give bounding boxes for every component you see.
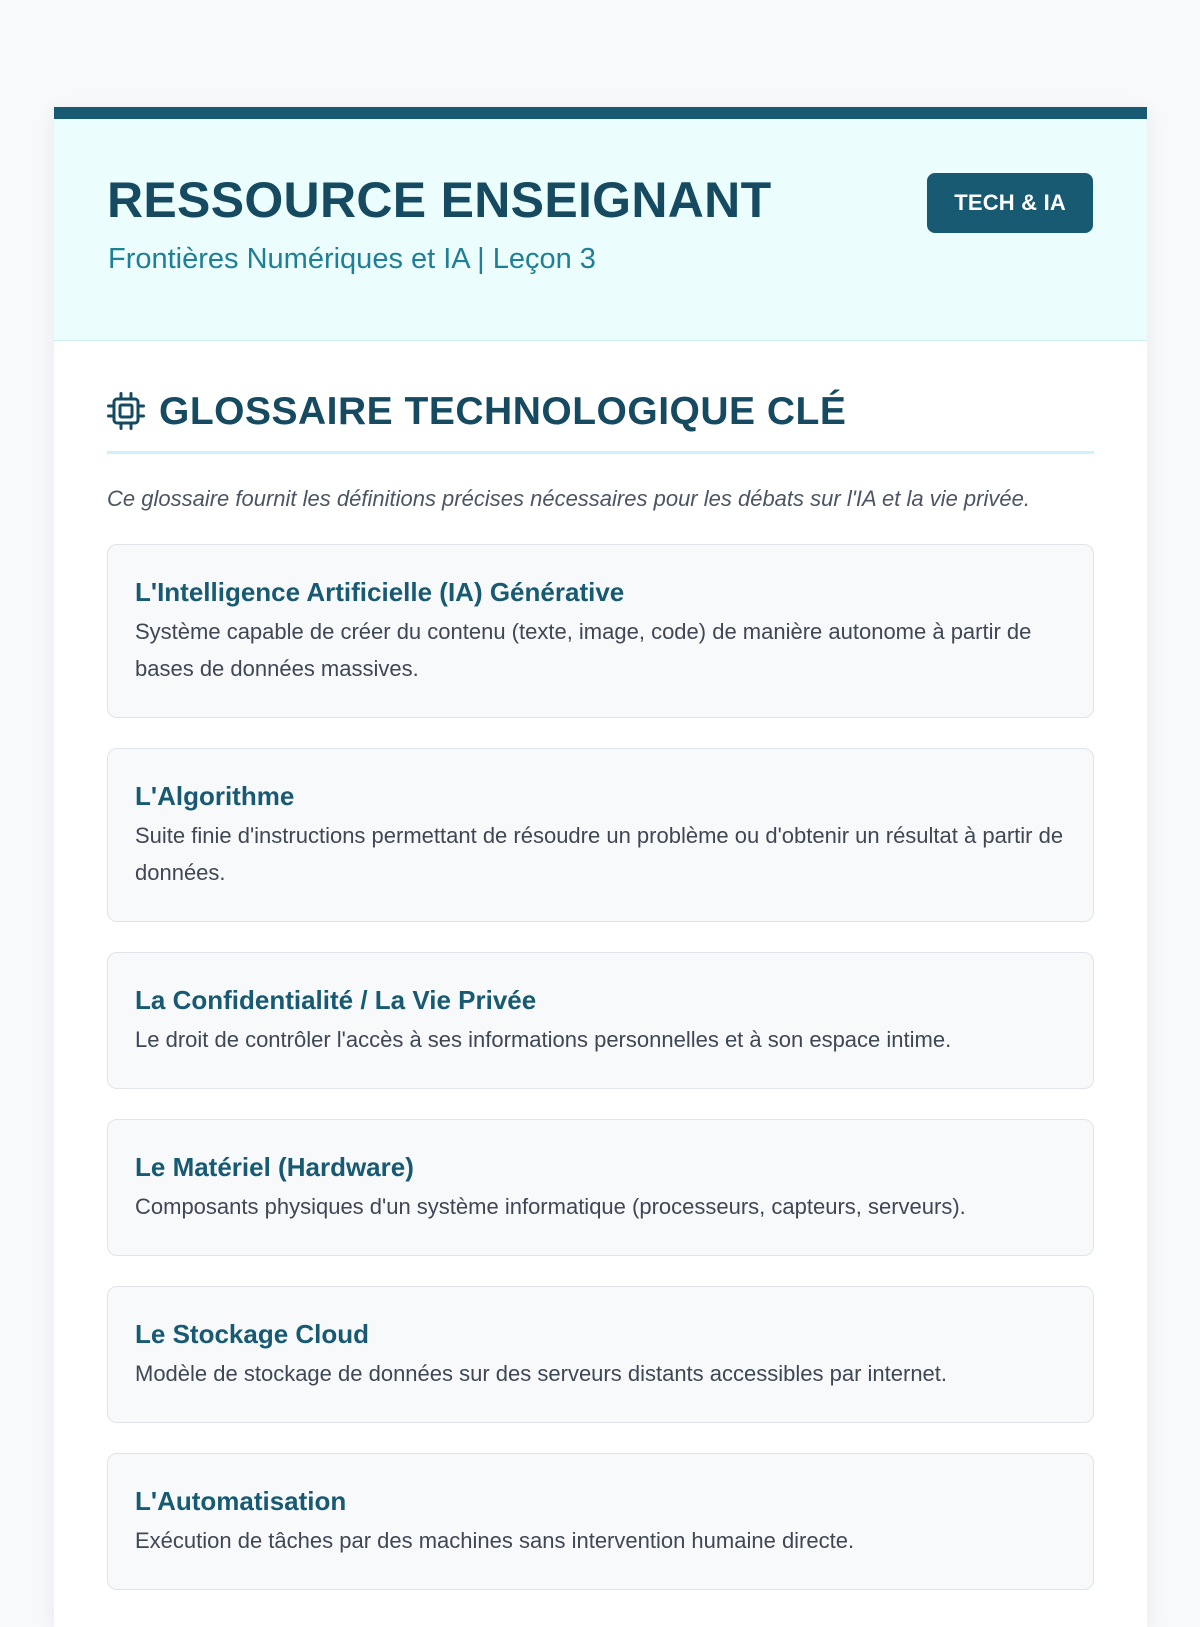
term-name: L'Algorithme <box>135 781 295 811</box>
term-card <box>107 544 1094 718</box>
resource-header <box>54 119 1147 341</box>
term-name: Le Matériel (Hardware) <box>135 1152 414 1182</box>
page-title: RESSOURCE ENSEIGNANT <box>107 172 772 228</box>
term-name: La Confidentialité / La Vie Privée <box>135 985 537 1015</box>
resource-card <box>54 107 1147 1627</box>
term-name: L'Automatisation <box>135 1486 347 1516</box>
glossary-intro: Ce glossaire fournit les définitions précises nécessaires pour les débats sur l'IA et la vie privée. <box>107 486 1030 511</box>
chip-icon <box>107 392 145 430</box>
term-definition: Le droit de contrôler l'accès à ses informations personnelles et à son espace intime. <box>135 1027 952 1052</box>
term-card <box>107 1286 1094 1423</box>
term-definition: Modèle de stockage de données sur des serveurs distants accessibles par internet. <box>135 1361 948 1386</box>
term-card <box>107 1453 1094 1590</box>
term-list <box>107 544 1094 1590</box>
term-name: Le Stockage Cloud <box>135 1319 370 1349</box>
term-definition: Exécution de tâches par des machines sans intervention humaine directe. <box>135 1528 855 1553</box>
term-card <box>107 952 1094 1089</box>
section-title: GLOSSAIRE TECHNOLOGIQUE CLÉ <box>159 389 847 433</box>
term-definition: Suite finie d'instructions permettant de résoudre un problème ou d'obtenir un résultat à partir de données. <box>135 823 1064 885</box>
term-definition: Système capable de créer du contenu (texte, image, code) de manière autonome à partir de bases de données massives. <box>135 619 1032 681</box>
term-definition: Composants physiques d'un système informatique (processeurs, capteurs, serveurs). <box>135 1194 966 1219</box>
glossary-section <box>107 389 1094 1590</box>
category-badge: TECH & IA <box>927 173 1093 233</box>
term-card <box>107 748 1094 922</box>
term-name: L'Intelligence Artificielle (IA) Générative <box>135 577 625 607</box>
glossary-heading <box>107 389 1094 454</box>
term-card <box>107 1119 1094 1256</box>
page-subtitle: Frontières Numériques et IA | Leçon 3 <box>108 243 596 275</box>
